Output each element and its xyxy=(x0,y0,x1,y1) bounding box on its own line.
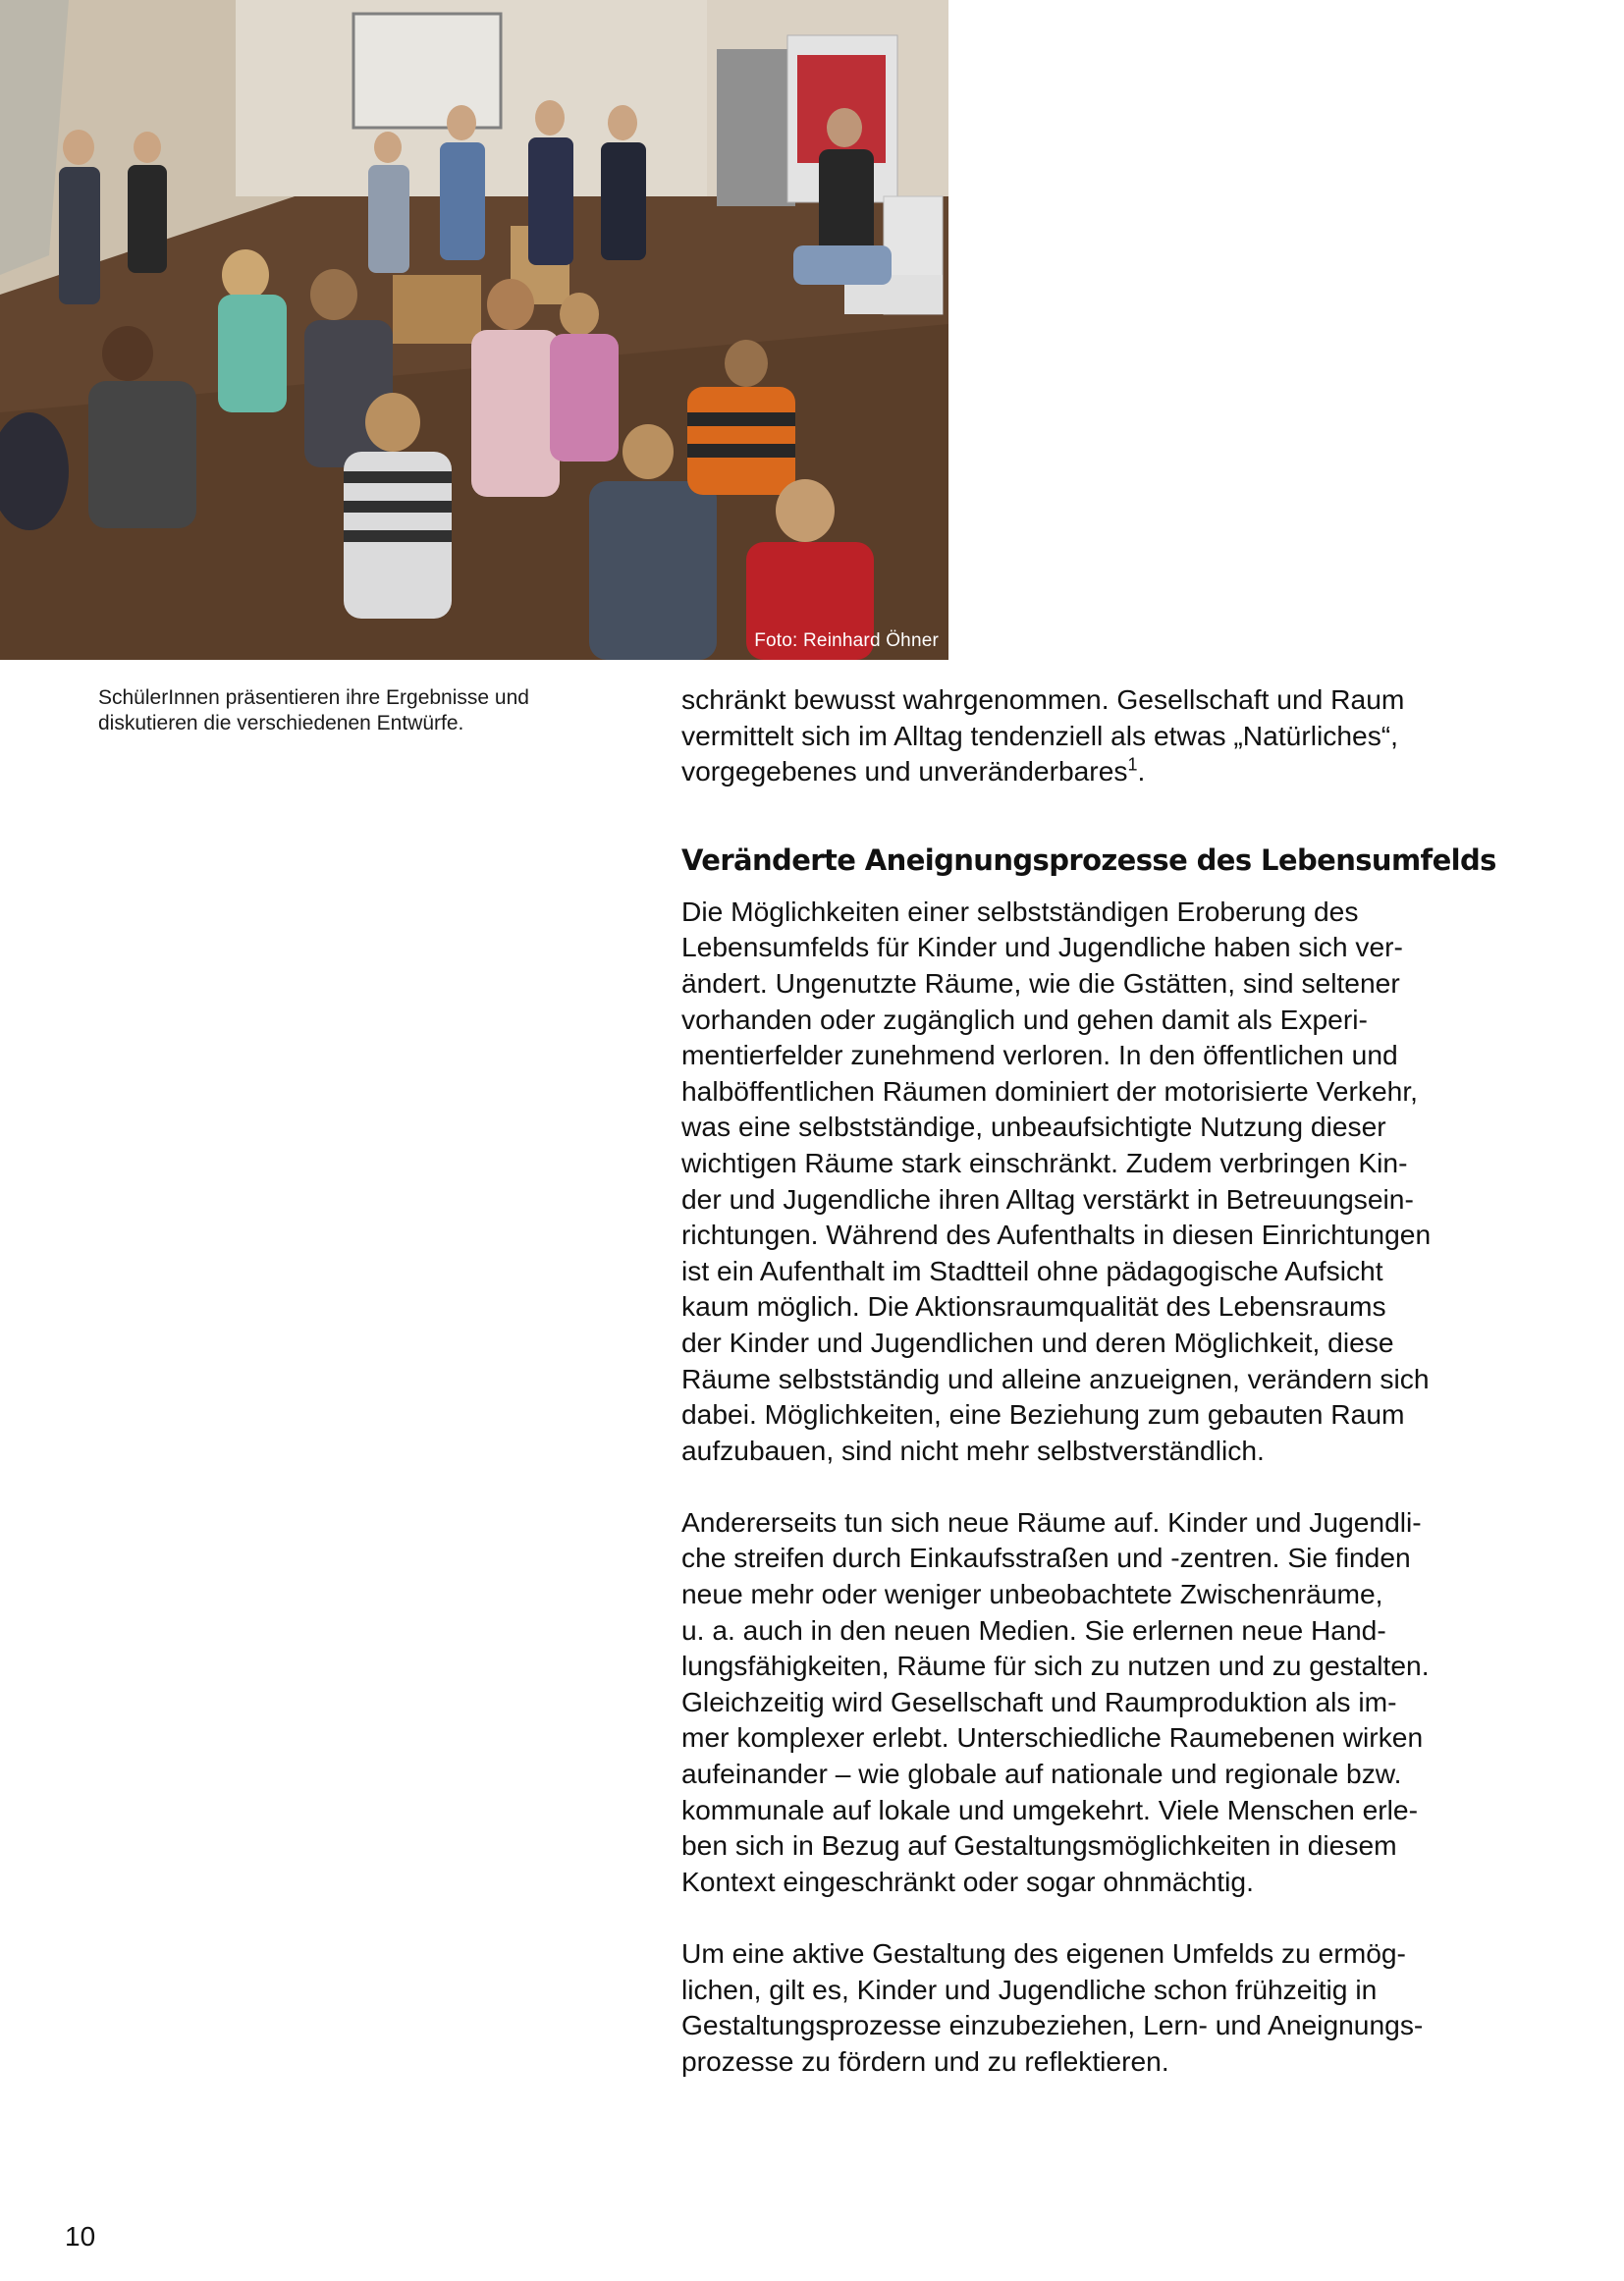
body-paragraph xyxy=(681,1504,1496,1900)
page-number: 10 xyxy=(65,2221,96,2252)
text-fragment: vorgegebenes und unveränderbares xyxy=(681,755,1128,787)
text-line: halböffentlichen Räumen dominiert der motorisierte Verkehr, xyxy=(681,1074,1418,1107)
text-line: was eine selbstständige, unbeaufsichtigte Nutzung dieser xyxy=(681,1111,1386,1143)
caption-line: diskutieren die verschiedenen Entwürfe. xyxy=(98,712,464,734)
footnote-mark: 1 xyxy=(1127,754,1138,775)
text-line: ist ein Aufenthalt im Stadtteil ohne pädagogische Aufsicht xyxy=(681,1254,1383,1286)
text-line: schränkt bewusst wahrgenommen. Gesellschaft und Raum xyxy=(681,683,1405,715)
body-paragraph xyxy=(681,894,1496,1469)
text-line: u. a. auch in den neuen Medien. Sie erlernen neue Hand- xyxy=(681,1613,1386,1646)
text-line: der Kinder und Jugendlichen und deren Möglichkeit, diese xyxy=(681,1326,1394,1358)
photo xyxy=(0,0,948,660)
text-line: aufzubauen, sind nicht mehr selbstverständlich. xyxy=(681,1434,1265,1466)
text-line: Andererseits tun sich neue Räume auf. Kinder und Jugendli- xyxy=(681,1505,1422,1538)
text-line: Gestaltungsprozesse einzubeziehen, Lern- und Aneignungs- xyxy=(681,2009,1424,2041)
text-line: aufeinander – wie globale auf nationale und regionale bzw. xyxy=(681,1758,1402,1790)
text-line: kommunale auf lokale und umgekehrt. Viele Menschen erle- xyxy=(681,1793,1418,1825)
text-line: Gleichzeitig wird Gesellschaft und Raumproduktion als im- xyxy=(681,1685,1397,1717)
text-line: Lebensumfelds für Kinder und Jugendliche haben sich ver- xyxy=(681,931,1403,963)
text-line: ben sich in Bezug auf Gestaltungsmöglichkeiten in diesem xyxy=(681,1829,1397,1862)
text-line: Um eine aktive Gestaltung des eigenen Umfelds zu ermög- xyxy=(681,1937,1406,1969)
photo-caption xyxy=(98,685,609,736)
text-line: dabei. Möglichkeiten, eine Beziehung zum gebauten Raum xyxy=(681,1398,1405,1431)
text-line: prozesse zu fördern und zu reflektieren. xyxy=(681,2044,1169,2077)
text-line: lungsfähigkeiten, Räume für sich zu nutzen und zu gestalten. xyxy=(681,1650,1430,1682)
text-line: der und Jugendliche ihren Alltag verstärkt in Betreuungsein- xyxy=(681,1182,1414,1215)
text-line: lichen, gilt es, Kinder und Jugendliche schon frühzeitig in xyxy=(681,1973,1378,2005)
text-line: mentierfelder zunehmend verloren. In den öffentlichen und xyxy=(681,1039,1398,1071)
text-line: Kontext eingeschränkt oder sogar ohnmächtig. xyxy=(681,1865,1254,1897)
text-line: vermittelt sich im Alltag tendenziell als etwas „Natürliches“, xyxy=(681,719,1399,751)
text-line: wichtigen Räume stark einschränkt. Zudem verbringen Kin- xyxy=(681,1146,1408,1178)
section-heading: Veränderte Aneignungsprozesse des Lebensumfelds xyxy=(681,842,1496,877)
text-line: vorhanden oder zugänglich und gehen damit als Experi- xyxy=(681,1003,1368,1035)
caption-line: SchülerInnen präsentieren ihre Ergebnisse und xyxy=(98,686,529,709)
intro-paragraph xyxy=(681,681,1496,789)
text-line: neue mehr oder weniger unbeobachtete Zwischenräume, xyxy=(681,1578,1383,1610)
text-line: Räume selbstständig und alleine anzueignen, verändern sich xyxy=(681,1362,1430,1394)
text-line: che streifen durch Einkaufsstraßen und -zentren. Sie finden xyxy=(681,1542,1411,1574)
text-line: mer komplexer erlebt. Unterschiedliche Raumebenen wirken xyxy=(681,1721,1424,1754)
body-paragraph xyxy=(681,1935,1496,2079)
text-line: richtungen. Während des Aufenthalts in diesen Einrichtungen xyxy=(681,1219,1432,1251)
photo-credit: Foto: Reinhard Öhner xyxy=(754,630,939,651)
text-line: ändert. Ungenutzte Räume, wie die Gstätten, sind seltener xyxy=(681,966,1400,999)
text-line: kaum möglich. Die Aktionsraumqualität des Lebensraums xyxy=(681,1290,1386,1323)
text-line xyxy=(681,753,1496,789)
text-line: Die Möglichkeiten einer selbstständigen Eroberung des xyxy=(681,895,1359,927)
photo-illustration xyxy=(0,0,948,660)
main-text-column xyxy=(681,681,1496,2115)
text-fragment: . xyxy=(1137,755,1146,787)
